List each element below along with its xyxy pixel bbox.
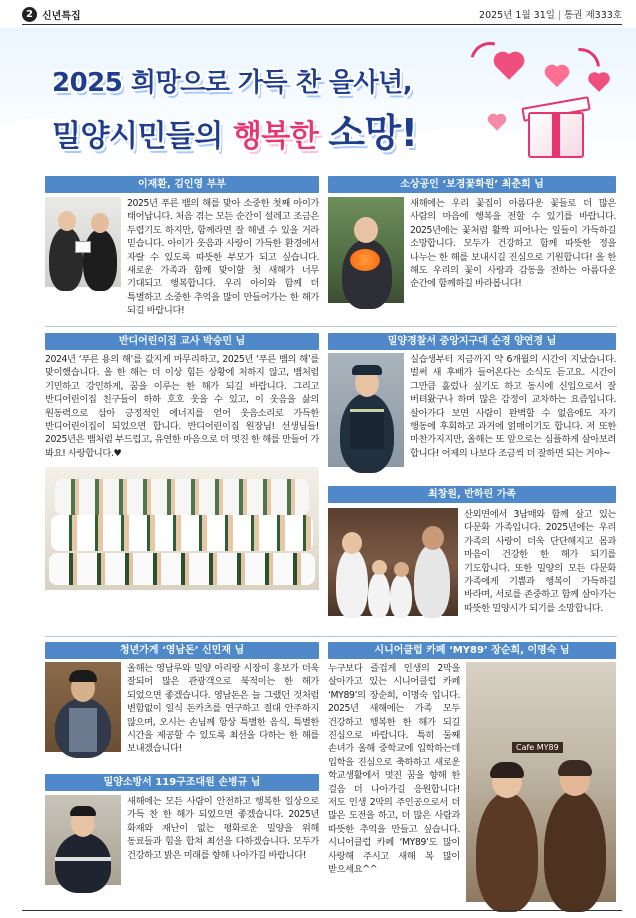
row-divider <box>45 636 617 637</box>
hair <box>70 806 96 816</box>
person-head <box>422 526 444 550</box>
row-divider <box>45 326 617 327</box>
page-header <box>0 0 636 28</box>
child-figure <box>390 574 412 618</box>
section-name: 신년특집 <box>42 11 81 22</box>
cafe-staff-photo <box>466 662 616 902</box>
page-number: 2 <box>22 7 37 22</box>
heart-icon <box>547 67 567 87</box>
card-body: 실습생부터 지금까지 약 6개월의 시간이 지났습니다. 벌써 새 후배가 들어온다는 소식도 듣고요. 시간이 그만큼 흘렀나 싶기도 하고 동시에 신입으로서 잘 버텨왔구나 하며 많은 감정이 교차하는 요즘입니다. 살아가다 보면 사람이 완벽할 수 없음에도 자기 행동에 후회하고 과거에 얽매이기도 합니다. 저 또한 마찬가지지만, 올해는 또 앞으로는 심플하게 살아보려 합니다! 어제의 나보다 조금씩 더 잘하면 되는 거야~ <box>410 354 616 459</box>
hair <box>490 762 524 778</box>
card-body: 산외면에서 3남매와 함께 살고 있는 다문화 가족입니다. 2025년에는 우리 가족의 사랑이 더욱 단단해지고 몸과 마음이 건강한 한 해가 되기를 기도합니다. 또한 밀양의 모든 다문화 가족에게 기쁨과 행복이 가득하길 바라며, 서로를 존중하고 함께 살아가는 따뜻한 밀양시가 되기를 소망합니다. <box>464 509 616 614</box>
children-row-middle <box>51 515 313 551</box>
hair <box>558 760 592 776</box>
person-figure <box>49 227 83 291</box>
footer-rule <box>22 910 622 911</box>
person-figure <box>476 792 538 912</box>
person-figure <box>544 790 606 912</box>
child-head <box>394 562 409 577</box>
child-figure <box>368 572 390 618</box>
apron <box>69 708 97 752</box>
kindergarten-group-photo <box>45 467 319 590</box>
reflective-stripe <box>55 857 111 861</box>
card-body: 누구보다 즐겁게 인생의 2막을 살아가고 있는 시니어클럽 카페 ‘MY89’의 장순희, 이명숙 입니다. 2025년 새해에는 가족 모두 건강하고 행복한 한 해가 되길 진심으로 바랍니다. 특히 둘째 손녀가 올해 중학교에 입학하는데 입학을 진심으로 축하하고 새로운 학교생활에서 멋진 꿈을 향해 한 걸음 더 나아가길 응원합니다! 저도 인생 2막의 주인공으로서 더 많은 도전을 하고, 더 많은 사람과 따뜻한 추억을 만들고 싶습니다. 시니어클럽 카페 ‘MY89’도 많이 사랑해 주시고 새해 복 많이 받으세요^^ <box>328 663 460 876</box>
cafe-sign: Cafe MY89 <box>512 742 563 753</box>
beanie-hat <box>69 670 97 682</box>
card-title: 이재환, 김인영 부부 <box>45 176 319 193</box>
banner-title-part-a: 밀양시민들의 <box>52 119 233 154</box>
sonogram-frame <box>75 241 91 253</box>
issue-separator: | <box>557 10 562 21</box>
card-body: 새해에는 우리 꽃집이 아름다운 꽃들로 더 많은 사람의 마음에 행복을 전할 수 있기를 바랍니다. 2025년에는 꽃처럼 활짝 피어나는 일들이 가득하길 소망합니다. 모두가 건강하고 함께 따뜻한 정을 나누는 한 해를 보내시길 진심으로 기원합니다! 올 한 해도 우리의 꽃이 사랑과 감동을 전하는 아름다운 순간에 함께하길 바라봅니다! <box>410 198 616 290</box>
issue-number: 통권 제333호 <box>564 10 622 21</box>
person-head <box>354 217 378 243</box>
person-head <box>91 213 109 233</box>
flower-bouquet <box>350 249 380 271</box>
card-title: 최창원, 반하린 가족 <box>328 486 616 503</box>
person-figure <box>414 544 450 618</box>
firefighter-photo <box>45 795 121 885</box>
person-head <box>58 211 76 231</box>
police-cap <box>352 365 382 375</box>
couple-photo <box>45 197 121 287</box>
card-title: 시니어클럽 카페 ‘MY89’ 장순희, 이명숙 님 <box>328 642 616 659</box>
banner-title-part-b: 행복한 <box>232 119 329 154</box>
family-photo <box>328 508 458 616</box>
child-head <box>372 560 387 575</box>
card-body: 올해는 영남루와 밀양 아리랑 시장이 홍보가 더욱 잘되어 많은 관광객으로 북적이는 한 해가 되었으면 좋겠습니다. 영남돈은 늘 그랬던 것처럼 변함없이 일식 돈카츠를 연구하고 절대 안주하지 않으며, 오시는 손님께 항상 특별한 음식, 특별한 시간을 제공할 수 있도록 최선을 다하는 한 해를 보내겠습니다! <box>127 663 319 755</box>
person-figure <box>83 229 117 291</box>
header-rule <box>22 24 622 25</box>
restaurant-owner-photo <box>45 662 121 752</box>
police-vest <box>350 409 384 449</box>
issue-date: 2025년 1월 31일 <box>479 10 555 21</box>
children-row-front <box>49 553 315 585</box>
card-title: 소상공인 ‘보경꽃화원’ 최춘희 님 <box>328 176 616 193</box>
florist-photo <box>328 197 404 303</box>
card-body: 2025년 푸른 뱀의 해를 맞아 소중한 첫째 아이가 태어납니다. 처음 겪는 모든 순간이 설레고 조금은 두렵기도 하지만, 함께라면 잘 해낼 수 있을 거라 믿습니다. 아이가 웃음과 사랑이 가득한 환경에서 자랄 수 있도록 따뜻한 부모가 되고 싶습니다. 새로운 가족과 함께 맞이할 첫 새해가 너무 기대되고 행복합니다. 우리 아이와 함께 더 특별하고 소중한 추억을 많이 만들어가는 한 해가 되길 바랍니다! <box>127 198 319 317</box>
card-title: 밀양소방서 119구조대원 손병규 님 <box>45 774 319 791</box>
issue-info <box>479 7 622 21</box>
card-body: 새해에는 모든 사람이 안전하고 행복한 일상으로 가득 찬 한 해가 되었으면 좋겠습니다. 2025년 화재와 재난이 없는 평화로운 밀양을 위해 동료들과 힘을 합쳐 최선을 다하겠습니다. 모두가 건강하고 밝은 미래를 향해 나아가길 바랍니다! <box>127 796 319 861</box>
gift-box-icon <box>528 112 584 158</box>
person-figure <box>55 833 111 893</box>
card-title: 청년가게 ‘영남돈’ 신민재 님 <box>45 642 319 659</box>
card-body: 2024년 ‘푸른 용의 해’를 값지게 마무리하고, 2025년 ‘푸른 뱀의 해’를 맞이했습니다. 올 한 해는 더 이상 힘든 상황에 처하지 않고, 뱀처럼 기민하고 강인하게, 꿈을 이루는 한 해가 되길 바랍니다. 그리고 반디어린이집 친구들이 하하 호호 웃을 수 있고, 이 웃음을 삶의 원동력으로 삼아 긍정적인 에너지를 얻어 웃음소리로 가득한 반디어린이집이 되었으면 합니다. 반디어린이집 원장님! 선생님들! 2025년은 뱀처럼 부드럽고, 유연한 마음으로 더 멋진 한 해를 만들어 가 봐요! 사랑합니다.♥ <box>45 354 319 459</box>
banner-title-line1: 2025 희망으로 가득 찬 을사년, <box>52 68 413 98</box>
card-title: 반디어린이집 교사 박승민 님 <box>45 333 319 350</box>
police-photo <box>328 353 404 467</box>
heart-icon <box>590 74 608 92</box>
title-banner <box>0 28 636 168</box>
children-row-back <box>55 479 309 515</box>
person-head <box>342 532 362 554</box>
banner-title-line2 <box>52 102 417 157</box>
person-figure <box>336 548 368 618</box>
banner-title-part-c: 소망! <box>328 111 418 155</box>
card-title: 밀양경찰서 중앙지구대 순경 양연경 님 <box>328 333 616 350</box>
